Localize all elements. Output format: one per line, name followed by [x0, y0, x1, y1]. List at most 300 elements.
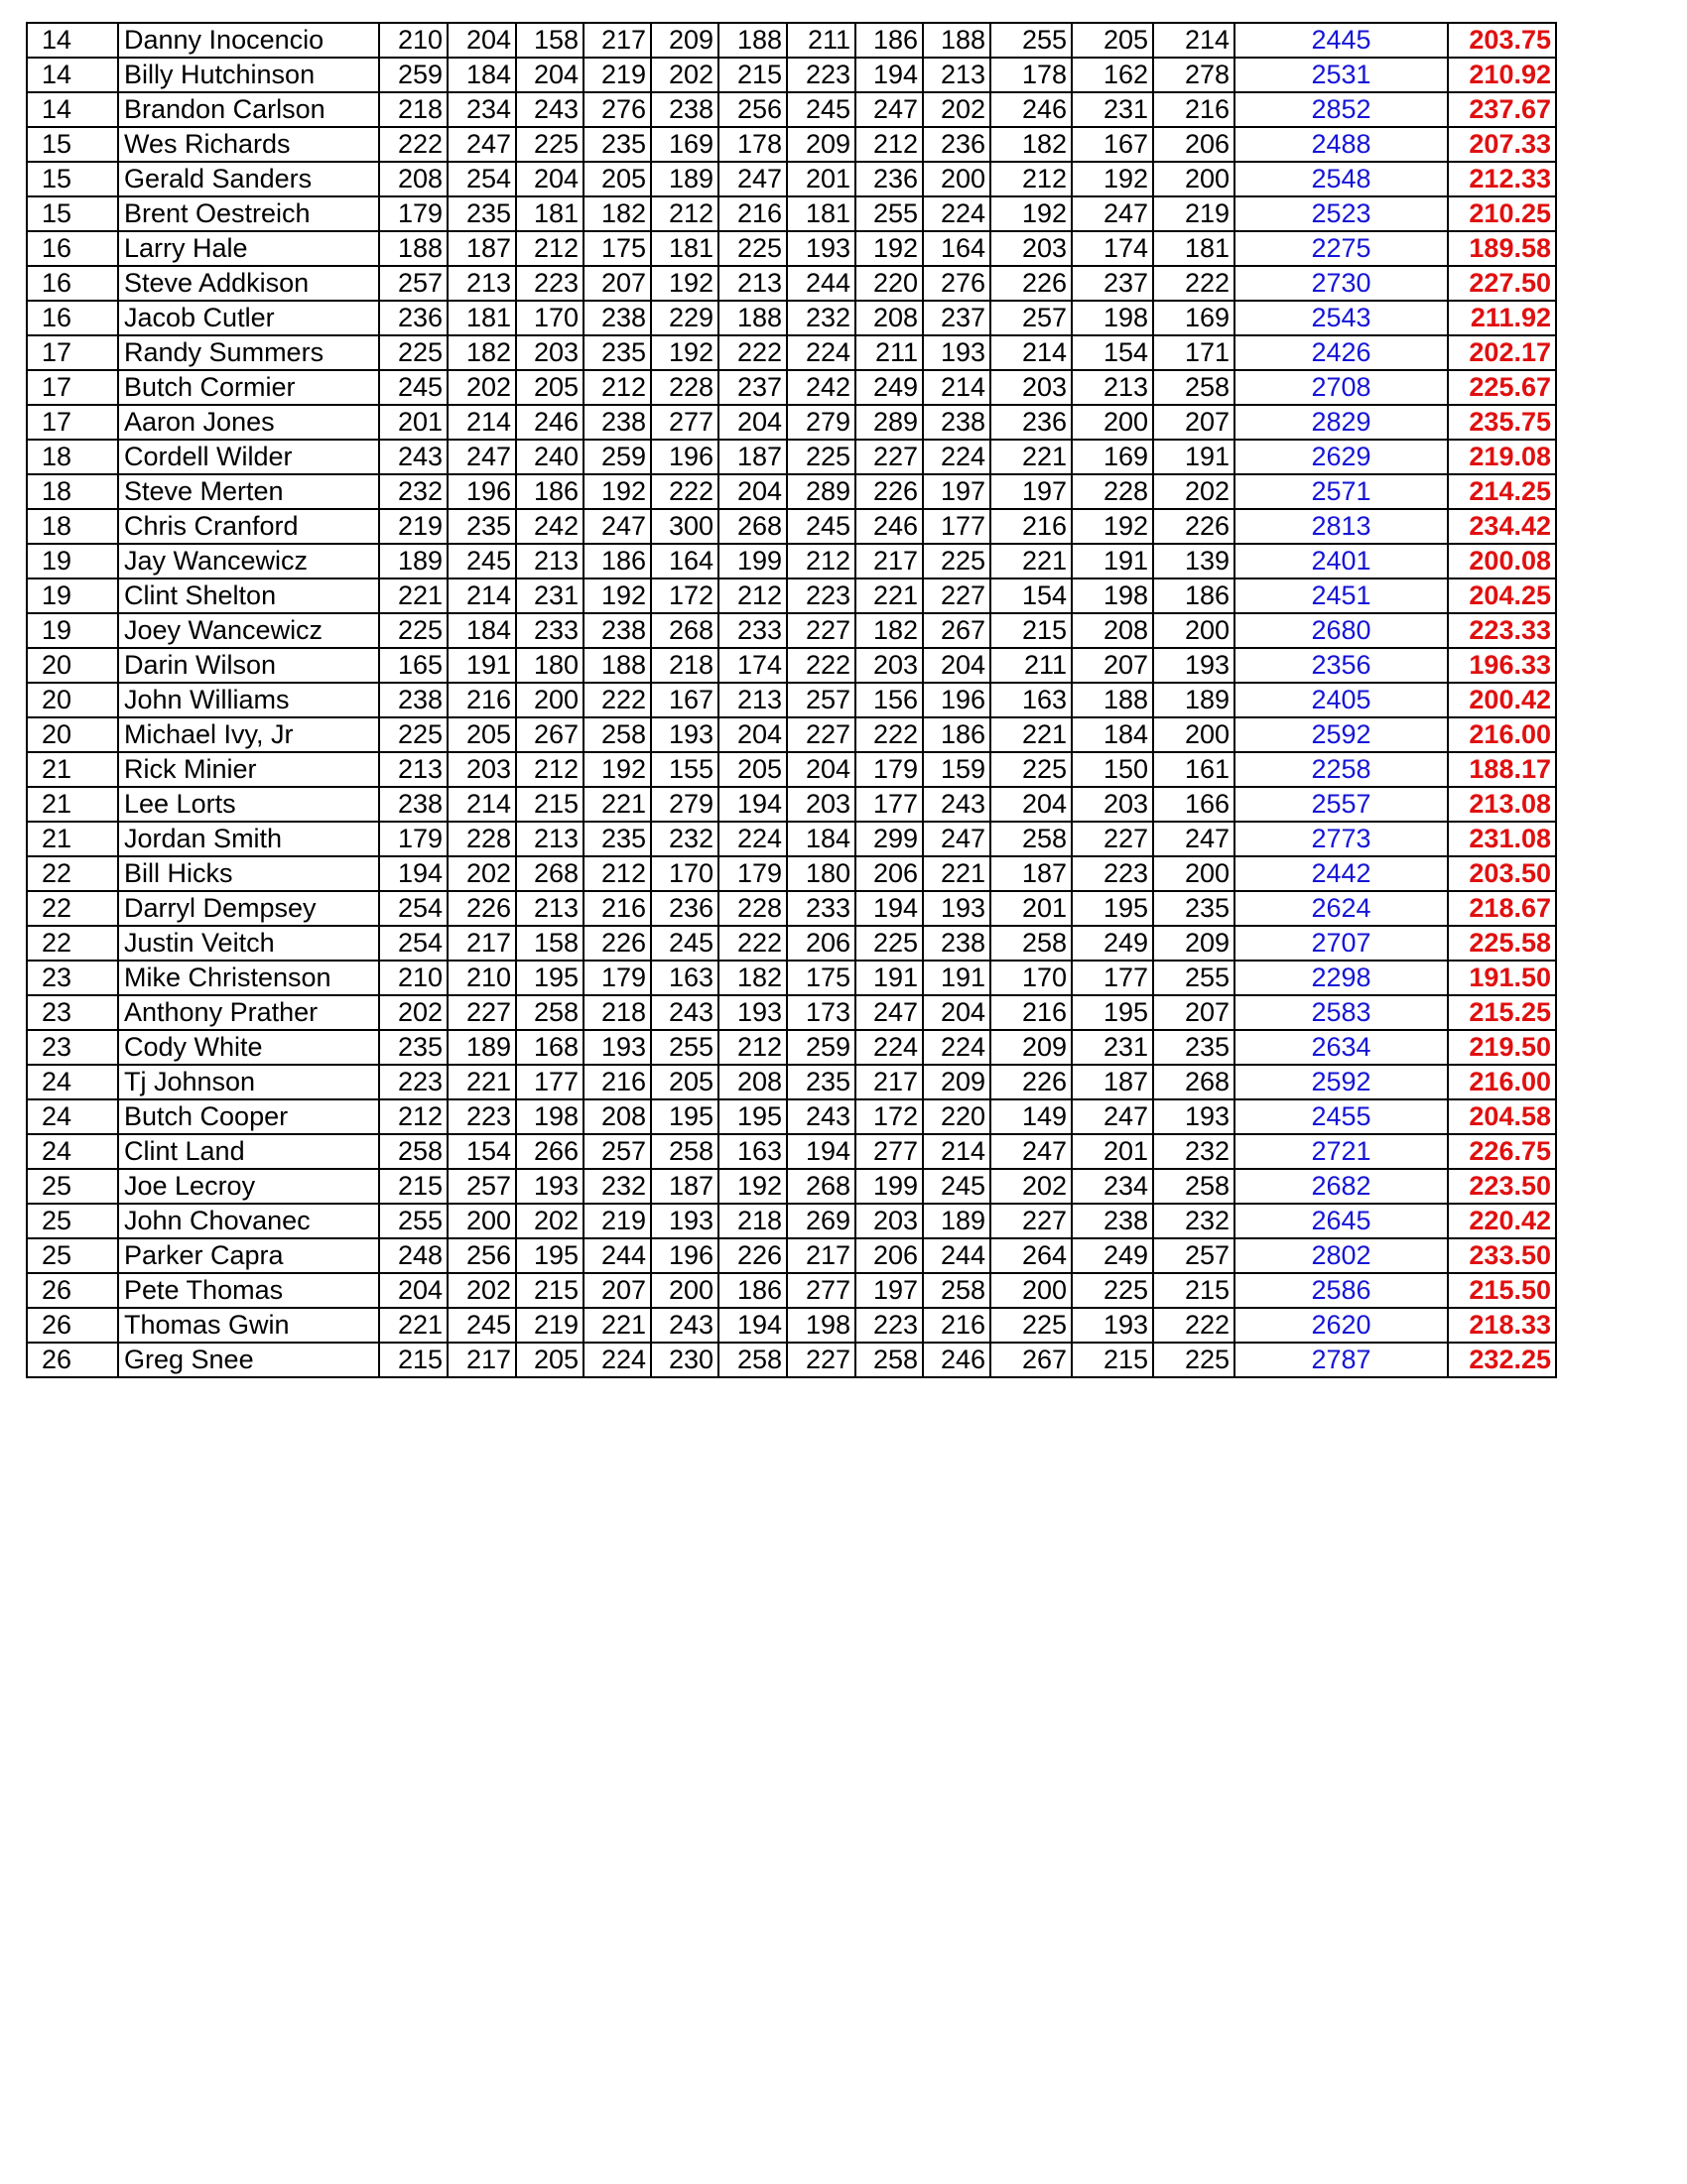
- game-score-cell: 208: [855, 301, 923, 335]
- flight-cell: 21: [27, 787, 118, 822]
- total-pins-cell: 2401: [1234, 544, 1448, 578]
- game-score-cell: 149: [990, 1099, 1072, 1134]
- table-row: [27, 440, 1556, 474]
- bowler-name-cell: Michael Ivy, Jr: [118, 717, 379, 752]
- total-pins-cell: 2773: [1234, 822, 1448, 856]
- bowler-name-cell: Cody White: [118, 1030, 379, 1065]
- game-score-cell: 247: [855, 995, 923, 1030]
- table-row: [27, 787, 1556, 822]
- game-score-cell: 242: [787, 370, 855, 405]
- game-score-cell: 247: [718, 162, 787, 196]
- average-cell: 234.42: [1448, 509, 1556, 544]
- game-score-cell: 202: [651, 58, 718, 92]
- game-score-cell: 218: [718, 1204, 787, 1238]
- game-score-cell: 207: [1153, 995, 1234, 1030]
- game-score-cell: 181: [516, 196, 584, 231]
- table-row: [27, 92, 1556, 127]
- game-score-cell: 221: [448, 1065, 516, 1099]
- game-score-cell: 226: [855, 474, 923, 509]
- flight-cell: 17: [27, 405, 118, 440]
- average-cell: 188.17: [1448, 752, 1556, 787]
- game-score-cell: 222: [651, 474, 718, 509]
- game-score-cell: 258: [584, 717, 651, 752]
- game-score-cell: 219: [584, 58, 651, 92]
- game-score-cell: 198: [1072, 301, 1153, 335]
- game-score-cell: 206: [855, 856, 923, 891]
- game-score-cell: 215: [718, 58, 787, 92]
- game-score-cell: 193: [718, 995, 787, 1030]
- game-score-cell: 224: [923, 440, 990, 474]
- game-score-cell: 199: [855, 1169, 923, 1204]
- game-score-cell: 289: [855, 405, 923, 440]
- game-score-cell: 249: [855, 370, 923, 405]
- average-cell: 211.92: [1448, 301, 1556, 335]
- bowler-name-cell: Lee Lorts: [118, 787, 379, 822]
- game-score-cell: 210: [379, 23, 448, 58]
- bowler-name-cell: Clint Land: [118, 1134, 379, 1169]
- flight-cell: 20: [27, 717, 118, 752]
- game-score-cell: 164: [651, 544, 718, 578]
- game-score-cell: 200: [1153, 717, 1234, 752]
- game-score-cell: 203: [787, 787, 855, 822]
- game-score-cell: 233: [718, 613, 787, 648]
- game-score-cell: 162: [1072, 58, 1153, 92]
- game-score-cell: 139: [1153, 544, 1234, 578]
- flight-cell: 25: [27, 1204, 118, 1238]
- game-score-cell: 225: [516, 127, 584, 162]
- game-score-cell: 191: [448, 648, 516, 683]
- game-score-cell: 201: [990, 891, 1072, 926]
- game-score-cell: 193: [584, 1030, 651, 1065]
- average-cell: 225.58: [1448, 926, 1556, 961]
- game-score-cell: 170: [990, 961, 1072, 995]
- game-score-cell: 195: [516, 1238, 584, 1273]
- game-score-cell: 172: [855, 1099, 923, 1134]
- game-score-cell: 268: [1153, 1065, 1234, 1099]
- game-score-cell: 256: [718, 92, 787, 127]
- bowler-name-cell: Butch Cormier: [118, 370, 379, 405]
- average-cell: 200.08: [1448, 544, 1556, 578]
- game-score-cell: 238: [923, 926, 990, 961]
- game-score-cell: 188: [584, 648, 651, 683]
- game-score-cell: 186: [516, 474, 584, 509]
- game-score-cell: 238: [651, 92, 718, 127]
- game-score-cell: 187: [448, 231, 516, 266]
- game-score-cell: 198: [787, 1308, 855, 1343]
- game-score-cell: 245: [787, 92, 855, 127]
- game-score-cell: 211: [990, 648, 1072, 683]
- game-score-cell: 204: [718, 474, 787, 509]
- game-score-cell: 203: [990, 370, 1072, 405]
- game-score-cell: 231: [1072, 92, 1153, 127]
- game-score-cell: 188: [718, 301, 787, 335]
- game-score-cell: 193: [1153, 648, 1234, 683]
- game-score-cell: 257: [787, 683, 855, 717]
- game-score-cell: 258: [990, 822, 1072, 856]
- game-score-cell: 258: [1153, 1169, 1234, 1204]
- flight-cell: 22: [27, 926, 118, 961]
- game-score-cell: 217: [855, 544, 923, 578]
- total-pins-cell: 2557: [1234, 787, 1448, 822]
- game-score-cell: 279: [787, 405, 855, 440]
- game-score-cell: 235: [1153, 891, 1234, 926]
- game-score-cell: 258: [651, 1134, 718, 1169]
- game-score-cell: 170: [516, 301, 584, 335]
- game-score-cell: 159: [923, 752, 990, 787]
- game-score-cell: 217: [584, 23, 651, 58]
- game-score-cell: 225: [379, 717, 448, 752]
- game-score-cell: 217: [855, 1065, 923, 1099]
- table-row: [27, 127, 1556, 162]
- game-score-cell: 222: [787, 648, 855, 683]
- game-score-cell: 193: [1072, 1308, 1153, 1343]
- game-score-cell: 209: [990, 1030, 1072, 1065]
- flight-cell: 14: [27, 23, 118, 58]
- game-score-cell: 194: [855, 891, 923, 926]
- game-score-cell: 163: [718, 1134, 787, 1169]
- game-score-cell: 216: [718, 196, 787, 231]
- game-score-cell: 218: [379, 92, 448, 127]
- total-pins-cell: 2645: [1234, 1204, 1448, 1238]
- total-pins-cell: 2451: [1234, 578, 1448, 613]
- game-score-cell: 192: [1072, 162, 1153, 196]
- game-score-cell: 181: [448, 301, 516, 335]
- game-score-cell: 246: [923, 1343, 990, 1377]
- table-row: [27, 1204, 1556, 1238]
- average-cell: 196.33: [1448, 648, 1556, 683]
- game-score-cell: 182: [990, 127, 1072, 162]
- average-cell: 235.75: [1448, 405, 1556, 440]
- flight-cell: 21: [27, 822, 118, 856]
- flight-cell: 19: [27, 578, 118, 613]
- game-score-cell: 175: [584, 231, 651, 266]
- game-score-cell: 215: [379, 1169, 448, 1204]
- game-score-cell: 225: [718, 231, 787, 266]
- game-score-cell: 235: [379, 1030, 448, 1065]
- bowler-name-cell: Steve Addkison: [118, 266, 379, 301]
- game-score-cell: 213: [516, 544, 584, 578]
- game-score-cell: 268: [651, 613, 718, 648]
- game-score-cell: 268: [718, 509, 787, 544]
- total-pins-cell: 2787: [1234, 1343, 1448, 1377]
- game-score-cell: 225: [379, 335, 448, 370]
- flight-cell: 17: [27, 335, 118, 370]
- game-score-cell: 200: [1153, 856, 1234, 891]
- flight-cell: 18: [27, 509, 118, 544]
- game-score-cell: 247: [990, 1134, 1072, 1169]
- total-pins-cell: 2634: [1234, 1030, 1448, 1065]
- table-row: [27, 926, 1556, 961]
- average-cell: 191.50: [1448, 961, 1556, 995]
- total-pins-cell: 2592: [1234, 1065, 1448, 1099]
- game-score-cell: 167: [1072, 127, 1153, 162]
- game-score-cell: 232: [584, 1169, 651, 1204]
- game-score-cell: 221: [990, 717, 1072, 752]
- game-score-cell: 224: [718, 822, 787, 856]
- game-score-cell: 215: [379, 1343, 448, 1377]
- game-score-cell: 258: [379, 1134, 448, 1169]
- game-score-cell: 245: [787, 509, 855, 544]
- game-score-cell: 156: [855, 683, 923, 717]
- game-score-cell: 245: [448, 1308, 516, 1343]
- game-score-cell: 221: [379, 578, 448, 613]
- game-score-cell: 243: [651, 1308, 718, 1343]
- game-score-cell: 248: [379, 1238, 448, 1273]
- total-pins-cell: 2405: [1234, 683, 1448, 717]
- game-score-cell: 179: [584, 961, 651, 995]
- game-score-cell: 208: [1072, 613, 1153, 648]
- game-score-cell: 173: [787, 995, 855, 1030]
- game-score-cell: 221: [584, 787, 651, 822]
- game-score-cell: 177: [855, 787, 923, 822]
- game-score-cell: 267: [516, 717, 584, 752]
- table-row: [27, 1343, 1556, 1377]
- game-score-cell: 232: [787, 301, 855, 335]
- game-score-cell: 184: [448, 58, 516, 92]
- game-score-cell: 205: [448, 717, 516, 752]
- game-score-cell: 225: [1072, 1273, 1153, 1308]
- bowler-name-cell: Thomas Gwin: [118, 1308, 379, 1343]
- average-cell: 203.50: [1448, 856, 1556, 891]
- game-score-cell: 259: [584, 440, 651, 474]
- game-score-cell: 201: [379, 405, 448, 440]
- game-score-cell: 204: [379, 1273, 448, 1308]
- total-pins-cell: 2708: [1234, 370, 1448, 405]
- game-score-cell: 182: [855, 613, 923, 648]
- table-row: [27, 648, 1556, 683]
- average-cell: 216.00: [1448, 717, 1556, 752]
- game-score-cell: 189: [651, 162, 718, 196]
- game-score-cell: 191: [855, 961, 923, 995]
- game-score-cell: 238: [923, 405, 990, 440]
- bowler-name-cell: John Chovanec: [118, 1204, 379, 1238]
- game-score-cell: 221: [855, 578, 923, 613]
- game-score-cell: 165: [379, 648, 448, 683]
- game-score-cell: 277: [787, 1273, 855, 1308]
- game-score-cell: 212: [516, 752, 584, 787]
- game-score-cell: 258: [990, 926, 1072, 961]
- game-score-cell: 236: [923, 127, 990, 162]
- game-score-cell: 236: [651, 891, 718, 926]
- game-score-cell: 215: [1153, 1273, 1234, 1308]
- average-cell: 226.75: [1448, 1134, 1556, 1169]
- game-score-cell: 181: [651, 231, 718, 266]
- game-score-cell: 258: [718, 1343, 787, 1377]
- game-score-cell: 203: [855, 648, 923, 683]
- table-row: [27, 196, 1556, 231]
- bowler-name-cell: Jay Wancewicz: [118, 544, 379, 578]
- table-row: [27, 58, 1556, 92]
- game-score-cell: 224: [923, 196, 990, 231]
- game-score-cell: 222: [379, 127, 448, 162]
- flight-cell: 26: [27, 1308, 118, 1343]
- game-score-cell: 255: [651, 1030, 718, 1065]
- game-score-cell: 235: [1153, 1030, 1234, 1065]
- game-score-cell: 192: [1072, 509, 1153, 544]
- game-score-cell: 200: [1153, 162, 1234, 196]
- game-score-cell: 203: [1072, 787, 1153, 822]
- bowler-name-cell: Brandon Carlson: [118, 92, 379, 127]
- average-cell: 231.08: [1448, 822, 1556, 856]
- total-pins-cell: 2707: [1234, 926, 1448, 961]
- game-score-cell: 217: [448, 926, 516, 961]
- game-score-cell: 198: [1072, 578, 1153, 613]
- total-pins-cell: 2275: [1234, 231, 1448, 266]
- game-score-cell: 184: [1072, 717, 1153, 752]
- game-score-cell: 194: [787, 1134, 855, 1169]
- game-score-cell: 202: [1153, 474, 1234, 509]
- game-score-cell: 203: [448, 752, 516, 787]
- table-row: [27, 1238, 1556, 1273]
- game-score-cell: 259: [787, 1030, 855, 1065]
- game-score-cell: 208: [379, 162, 448, 196]
- table-row: [27, 509, 1556, 544]
- game-score-cell: 175: [787, 961, 855, 995]
- game-score-cell: 213: [923, 58, 990, 92]
- game-score-cell: 268: [516, 856, 584, 891]
- game-score-cell: 187: [990, 856, 1072, 891]
- average-cell: 213.08: [1448, 787, 1556, 822]
- game-score-cell: 200: [923, 162, 990, 196]
- game-score-cell: 235: [584, 127, 651, 162]
- game-score-cell: 227: [923, 578, 990, 613]
- game-score-cell: 230: [651, 1343, 718, 1377]
- game-score-cell: 235: [584, 335, 651, 370]
- game-score-cell: 266: [516, 1134, 584, 1169]
- flight-cell: 26: [27, 1273, 118, 1308]
- game-score-cell: 247: [1153, 822, 1234, 856]
- game-score-cell: 223: [1072, 856, 1153, 891]
- game-score-cell: 205: [584, 162, 651, 196]
- total-pins-cell: 2523: [1234, 196, 1448, 231]
- game-score-cell: 255: [1153, 961, 1234, 995]
- game-score-cell: 170: [651, 856, 718, 891]
- total-pins-cell: 2258: [1234, 752, 1448, 787]
- bowler-name-cell: Wes Richards: [118, 127, 379, 162]
- average-cell: 189.58: [1448, 231, 1556, 266]
- bowler-name-cell: Parker Capra: [118, 1238, 379, 1273]
- game-score-cell: 169: [1072, 440, 1153, 474]
- game-score-cell: 188: [718, 23, 787, 58]
- flight-cell: 22: [27, 891, 118, 926]
- game-score-cell: 194: [855, 58, 923, 92]
- game-score-cell: 213: [448, 266, 516, 301]
- game-score-cell: 205: [1072, 23, 1153, 58]
- game-score-cell: 203: [990, 231, 1072, 266]
- game-score-cell: 186: [855, 23, 923, 58]
- game-score-cell: 201: [1072, 1134, 1153, 1169]
- game-score-cell: 220: [923, 1099, 990, 1134]
- game-score-cell: 204: [923, 648, 990, 683]
- game-score-cell: 166: [1153, 787, 1234, 822]
- game-score-cell: 235: [584, 822, 651, 856]
- game-score-cell: 191: [923, 961, 990, 995]
- game-score-cell: 203: [516, 335, 584, 370]
- game-score-cell: 224: [584, 1343, 651, 1377]
- game-score-cell: 254: [379, 891, 448, 926]
- game-score-cell: 223: [379, 1065, 448, 1099]
- game-score-cell: 204: [718, 717, 787, 752]
- game-score-cell: 216: [584, 891, 651, 926]
- flight-cell: 23: [27, 1030, 118, 1065]
- game-score-cell: 168: [516, 1030, 584, 1065]
- game-score-cell: 247: [1072, 1099, 1153, 1134]
- game-score-cell: 238: [584, 301, 651, 335]
- game-score-cell: 225: [379, 613, 448, 648]
- game-score-cell: 209: [1153, 926, 1234, 961]
- table-row: [27, 1273, 1556, 1308]
- game-score-cell: 181: [1153, 231, 1234, 266]
- game-score-cell: 232: [379, 474, 448, 509]
- game-score-cell: 219: [379, 509, 448, 544]
- bowler-name-cell: Justin Veitch: [118, 926, 379, 961]
- bowler-name-cell: Butch Cooper: [118, 1099, 379, 1134]
- game-score-cell: 163: [651, 961, 718, 995]
- bowler-name-cell: Cordell Wilder: [118, 440, 379, 474]
- game-score-cell: 192: [651, 266, 718, 301]
- total-pins-cell: 2629: [1234, 440, 1448, 474]
- total-pins-cell: 2455: [1234, 1099, 1448, 1134]
- total-pins-cell: 2445: [1234, 23, 1448, 58]
- table-row: [27, 961, 1556, 995]
- table-row: [27, 544, 1556, 578]
- flight-cell: 19: [27, 544, 118, 578]
- flight-cell: 26: [27, 1343, 118, 1377]
- game-score-cell: 182: [718, 961, 787, 995]
- total-pins-cell: 2680: [1234, 613, 1448, 648]
- game-score-cell: 279: [651, 787, 718, 822]
- game-score-cell: 259: [379, 58, 448, 92]
- bowler-name-cell: Jordan Smith: [118, 822, 379, 856]
- game-score-cell: 214: [448, 787, 516, 822]
- game-score-cell: 193: [516, 1169, 584, 1204]
- game-score-cell: 222: [584, 683, 651, 717]
- game-score-cell: 220: [855, 266, 923, 301]
- game-score-cell: 236: [855, 162, 923, 196]
- table-row: [27, 613, 1556, 648]
- game-score-cell: 179: [718, 856, 787, 891]
- game-score-cell: 255: [379, 1204, 448, 1238]
- game-score-cell: 184: [448, 613, 516, 648]
- table-row: [27, 266, 1556, 301]
- game-score-cell: 205: [718, 752, 787, 787]
- game-score-cell: 232: [1153, 1134, 1234, 1169]
- game-score-cell: 194: [379, 856, 448, 891]
- game-score-cell: 181: [787, 196, 855, 231]
- game-score-cell: 225: [990, 752, 1072, 787]
- game-score-cell: 221: [990, 440, 1072, 474]
- game-score-cell: 254: [379, 926, 448, 961]
- game-score-cell: 202: [990, 1169, 1072, 1204]
- game-score-cell: 196: [651, 1238, 718, 1273]
- game-score-cell: 215: [516, 1273, 584, 1308]
- game-score-cell: 204: [990, 787, 1072, 822]
- game-score-cell: 216: [990, 995, 1072, 1030]
- game-score-cell: 235: [448, 509, 516, 544]
- game-score-cell: 276: [584, 92, 651, 127]
- game-score-cell: 227: [787, 1343, 855, 1377]
- game-score-cell: 214: [923, 370, 990, 405]
- total-pins-cell: 2442: [1234, 856, 1448, 891]
- game-score-cell: 227: [990, 1204, 1072, 1238]
- game-score-cell: 202: [379, 995, 448, 1030]
- game-score-cell: 180: [516, 648, 584, 683]
- game-score-cell: 206: [855, 1238, 923, 1273]
- game-score-cell: 236: [990, 405, 1072, 440]
- game-score-cell: 158: [516, 23, 584, 58]
- game-score-cell: 221: [379, 1308, 448, 1343]
- game-score-cell: 198: [516, 1099, 584, 1134]
